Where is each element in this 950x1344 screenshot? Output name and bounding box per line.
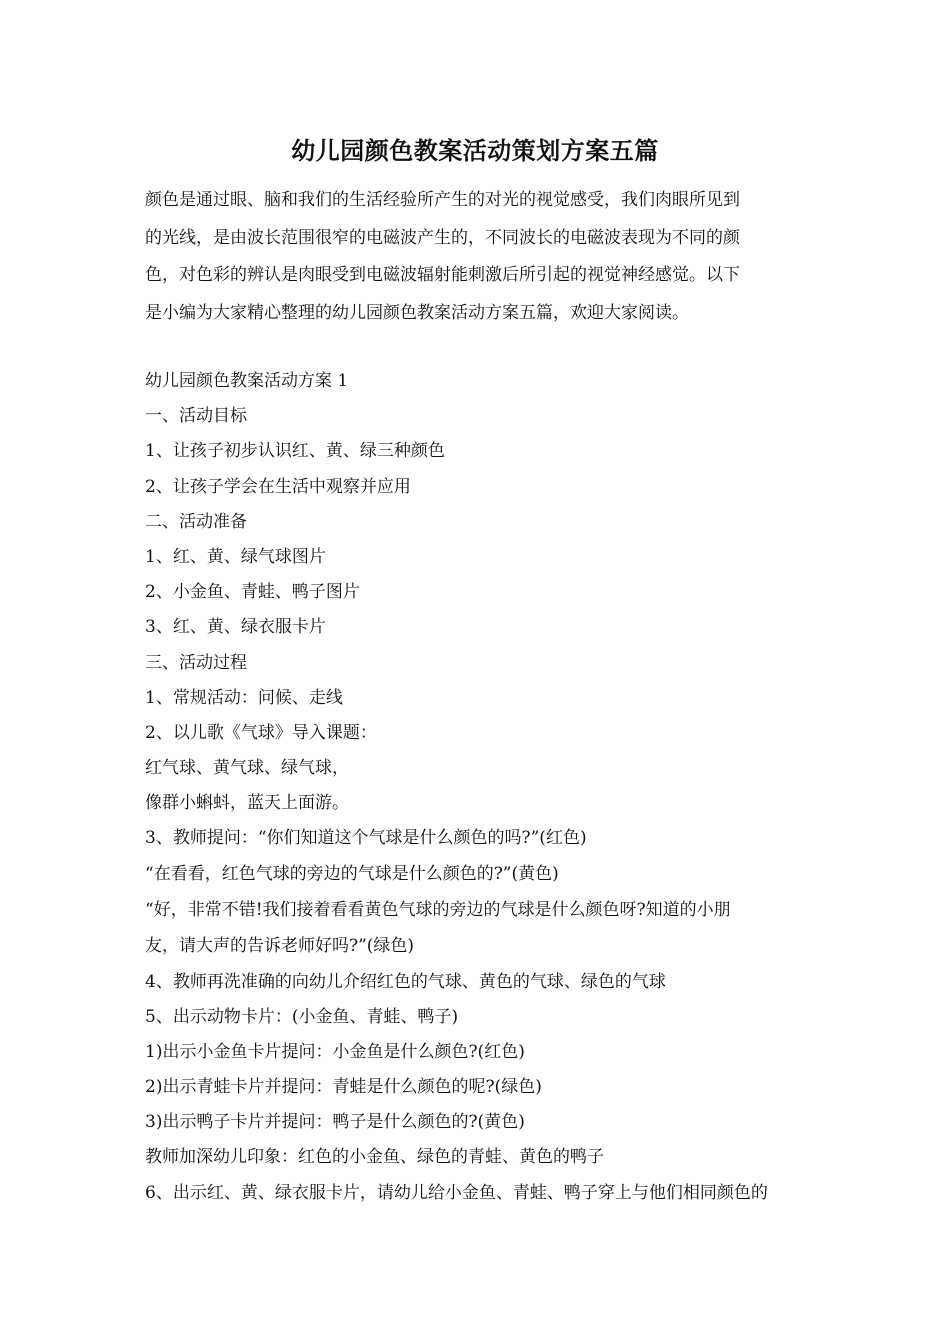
body-line: 1)出示小金鱼卡片提问：小金鱼是什么颜色?(红色) [145,1041,525,1062]
body-line: 2、让孩子学会在生活中观察并应用 [145,476,411,497]
body-line: 2)出示青蛙卡片并提问：青蛙是什么颜色的呢?(绿色) [145,1077,542,1098]
body-line: 3、教师提问：“你们知道这个气球是什么颜色的吗?”(红色) [145,828,587,849]
body-line: 3、红、黄、绿衣服卡片 [145,617,326,638]
body-line: 1、让孩子初步认识红、黄、绿三种颜色 [145,441,445,462]
body-line: 4、教师再洗准确的向幼儿介绍红色的气球、黄色的气球、绿色的气球 [145,971,666,992]
body-line: 红气球、黄气球、绿气球， [145,758,349,779]
body-line: 2、小金鱼、青蛙、鸭子图片 [145,582,360,603]
body-line: 6、出示红、黄、绿衣服卡片，请幼儿给小金鱼、青蛙、鸭子穿上与他们相同颜色的 [145,1182,768,1203]
document-body [145,364,809,1211]
intro-line: 色，对色彩的辨认是肉眼受到电磁波辐射能刺激后所引起的视觉神经感觉。以下 [145,265,740,285]
body-line: 5、出示动物卡片：(小金鱼、青蛙、鸭子) [145,1006,459,1027]
body-line: 2、以儿歌《气球》导入课题： [145,722,377,743]
intro-line: 颜色是通过眼、脑和我们的生活经验所产生的对光的视觉感受，我们肉眼所见到 [145,190,740,210]
body-line: 教师加深幼儿印象：红色的小金鱼、绿色的青蛙、黄色的鸭子 [145,1147,604,1168]
intro-line: 是小编为大家精心整理的幼儿园颜色教案活动方案五篇，欢迎大家阅读。 [145,302,689,323]
intro-line: 的光线，是由波长范围很窄的电磁波产生的，不同波长的电磁波表现为不同的颜 [145,227,740,248]
subsection-heading: 一、活动目标 [145,406,247,427]
subsection-heading: 三、活动过程 [145,652,247,673]
body-line: 友，请大声的告诉老师好吗?”(绿色) [145,936,415,957]
body-line: “好，非常不错!我们接着看看黄色气球的旁边的气球是什么颜色呀?知道的小朋 [145,899,731,920]
document-title: 幼儿园颜色教案活动策划方案五篇 [291,136,659,165]
intro-paragraph [145,182,809,332]
section-heading: 幼儿园颜色教案活动方案 1 [145,371,349,391]
body-line: “在看看，红色气球的旁边的气球是什么颜色的?”(黄色) [145,863,559,884]
body-line: 1、常规活动：问候、走线 [145,687,343,708]
body-line: 1、红、黄、绿气球图片 [145,546,326,567]
body-line: 像群小蝌蚪，蓝天上面游。 [145,793,349,814]
subsection-heading: 二、活动准备 [145,511,247,532]
body-line: 3)出示鸭子卡片并提问：鸭子是什么颜色的?(黄色) [145,1112,525,1133]
